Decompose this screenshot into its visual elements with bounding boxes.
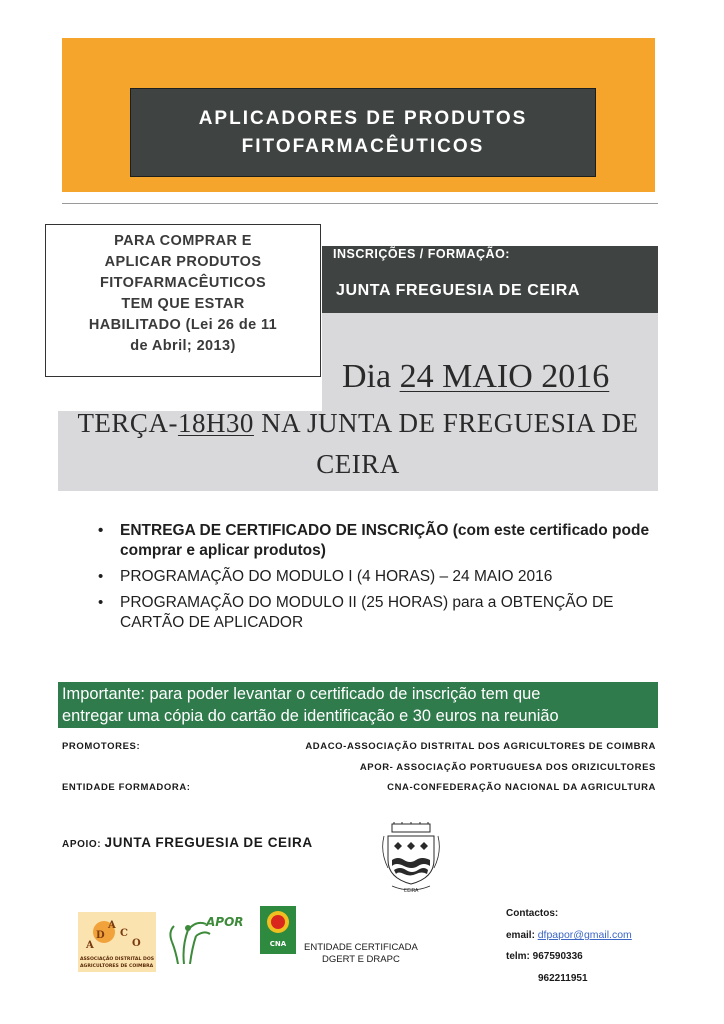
- email-label: email:: [506, 930, 538, 941]
- title-line-1: APLICADORES DE PRODUTOS: [198, 107, 528, 129]
- entidade-formadora-label: ENTIDADE FORMADORA:: [62, 782, 191, 793]
- date-prefix: Dia: [342, 358, 400, 395]
- requirement-line: HABILITADO (Lei 26 de 11: [88, 317, 278, 333]
- apor-logo-icon: [166, 906, 256, 964]
- phone-1: 967590336: [532, 951, 583, 962]
- apoio-label: APOIO:: [62, 839, 105, 850]
- event-date: [342, 358, 609, 396]
- apoio-value: JUNTA FREGUESIA DE CEIRA: [104, 835, 313, 850]
- weekday: TERÇA-: [77, 408, 178, 438]
- inscricoes-label: INSCRIÇÕES / FORMAÇÃO:: [333, 247, 510, 261]
- adaco-letter: D: [96, 930, 105, 941]
- requirement-line: de Abril; 2013): [130, 338, 236, 354]
- email-row: [506, 929, 632, 941]
- apoio: [62, 834, 313, 852]
- inscricoes-place: JUNTA FREGUESIA DE CEIRA: [336, 282, 581, 299]
- crest-label: CEIRA: [403, 888, 419, 894]
- phone-row: [506, 951, 583, 962]
- event-time-location: [58, 408, 658, 439]
- cna-text: CNA: [269, 940, 287, 948]
- program-list: [96, 521, 656, 639]
- contacts-title: Contactos:: [506, 908, 559, 919]
- cna-logo-icon: [260, 906, 296, 954]
- certified-line-2: DGERT E DRAPC: [322, 954, 400, 965]
- divider: [62, 203, 658, 204]
- phone-label: telm:: [506, 951, 533, 962]
- requirement-line: APLICAR PRODUTOS: [104, 254, 262, 270]
- event-time: 18H30: [177, 408, 254, 438]
- ceira-crest-icon: [378, 822, 444, 894]
- requirement-line: FITOFARMACÊUTICOS: [99, 275, 267, 291]
- list-item: • PROGRAMAÇÃO DO MODULO I (4 HORAS) – 24 MAIO 2016: [96, 567, 656, 587]
- email-link[interactable]: dfpapor@gmail.com: [537, 929, 632, 941]
- list-item: • PROGRAMAÇÃO DO MODULO II (25 HORAS) para a OBTENÇÃO DE CARTÃO DE APLICADOR: [96, 593, 656, 633]
- adaco-logo-icon: [78, 912, 156, 972]
- notice-line-1: Importante: para poder levantar o certificado de inscrição tem que: [62, 685, 541, 703]
- requirement-line: PARA COMPRAR E: [114, 233, 252, 249]
- adaco-letter: O: [132, 938, 141, 949]
- requirement-line: TEM QUE ESTAR: [121, 296, 245, 312]
- adaco-letter: A: [86, 940, 94, 951]
- location-line-2: CEIRA: [316, 449, 400, 479]
- important-notice: [58, 682, 658, 728]
- adaco-letter: C: [120, 928, 128, 939]
- entidade-certificada: [304, 942, 418, 966]
- promotores-label: PROMOTORES:: [62, 741, 141, 752]
- notice-line-2: entregar uma cópia do cartão de identificação e 30 euros na reunião: [62, 707, 559, 725]
- date-value: 24 MAIO 2016: [399, 358, 610, 395]
- adaco-caption-line-1: ASSOCIAÇÃO DISTRITAL DOS: [80, 957, 155, 962]
- promotor-apor: APOR- ASSOCIAÇÃO PORTUGUESA DOS ORIZICULTORES: [359, 762, 656, 773]
- adaco-letter: A: [108, 920, 116, 931]
- phone-2: 962211951: [538, 973, 588, 984]
- requirement-box: [45, 224, 321, 377]
- location-line-1: NA JUNTA DE FREGUESIA DE: [253, 408, 639, 438]
- promotor-adaco: ADACO-ASSOCIAÇÃO DISTRITAL DOS AGRICULTORES DE COIMBRA: [305, 741, 656, 752]
- entidade-formadora: CNA-CONFEDERAÇÃO NACIONAL DA AGRICULTURA: [387, 782, 656, 793]
- title-box: [130, 88, 596, 177]
- apor-text: APOR: [206, 915, 244, 929]
- adaco-caption-line-2: AGRICULTORES DE COIMBRA: [80, 964, 154, 969]
- title-line-2: FITOFARMACÊUTICOS: [241, 135, 485, 157]
- list-item: • ENTREGA DE CERTIFICADO DE INSCRIÇÃO (com este certificado pode comprar e aplicar produtos): [96, 521, 656, 561]
- certified-line-1: ENTIDADE CERTIFICADA: [304, 942, 418, 953]
